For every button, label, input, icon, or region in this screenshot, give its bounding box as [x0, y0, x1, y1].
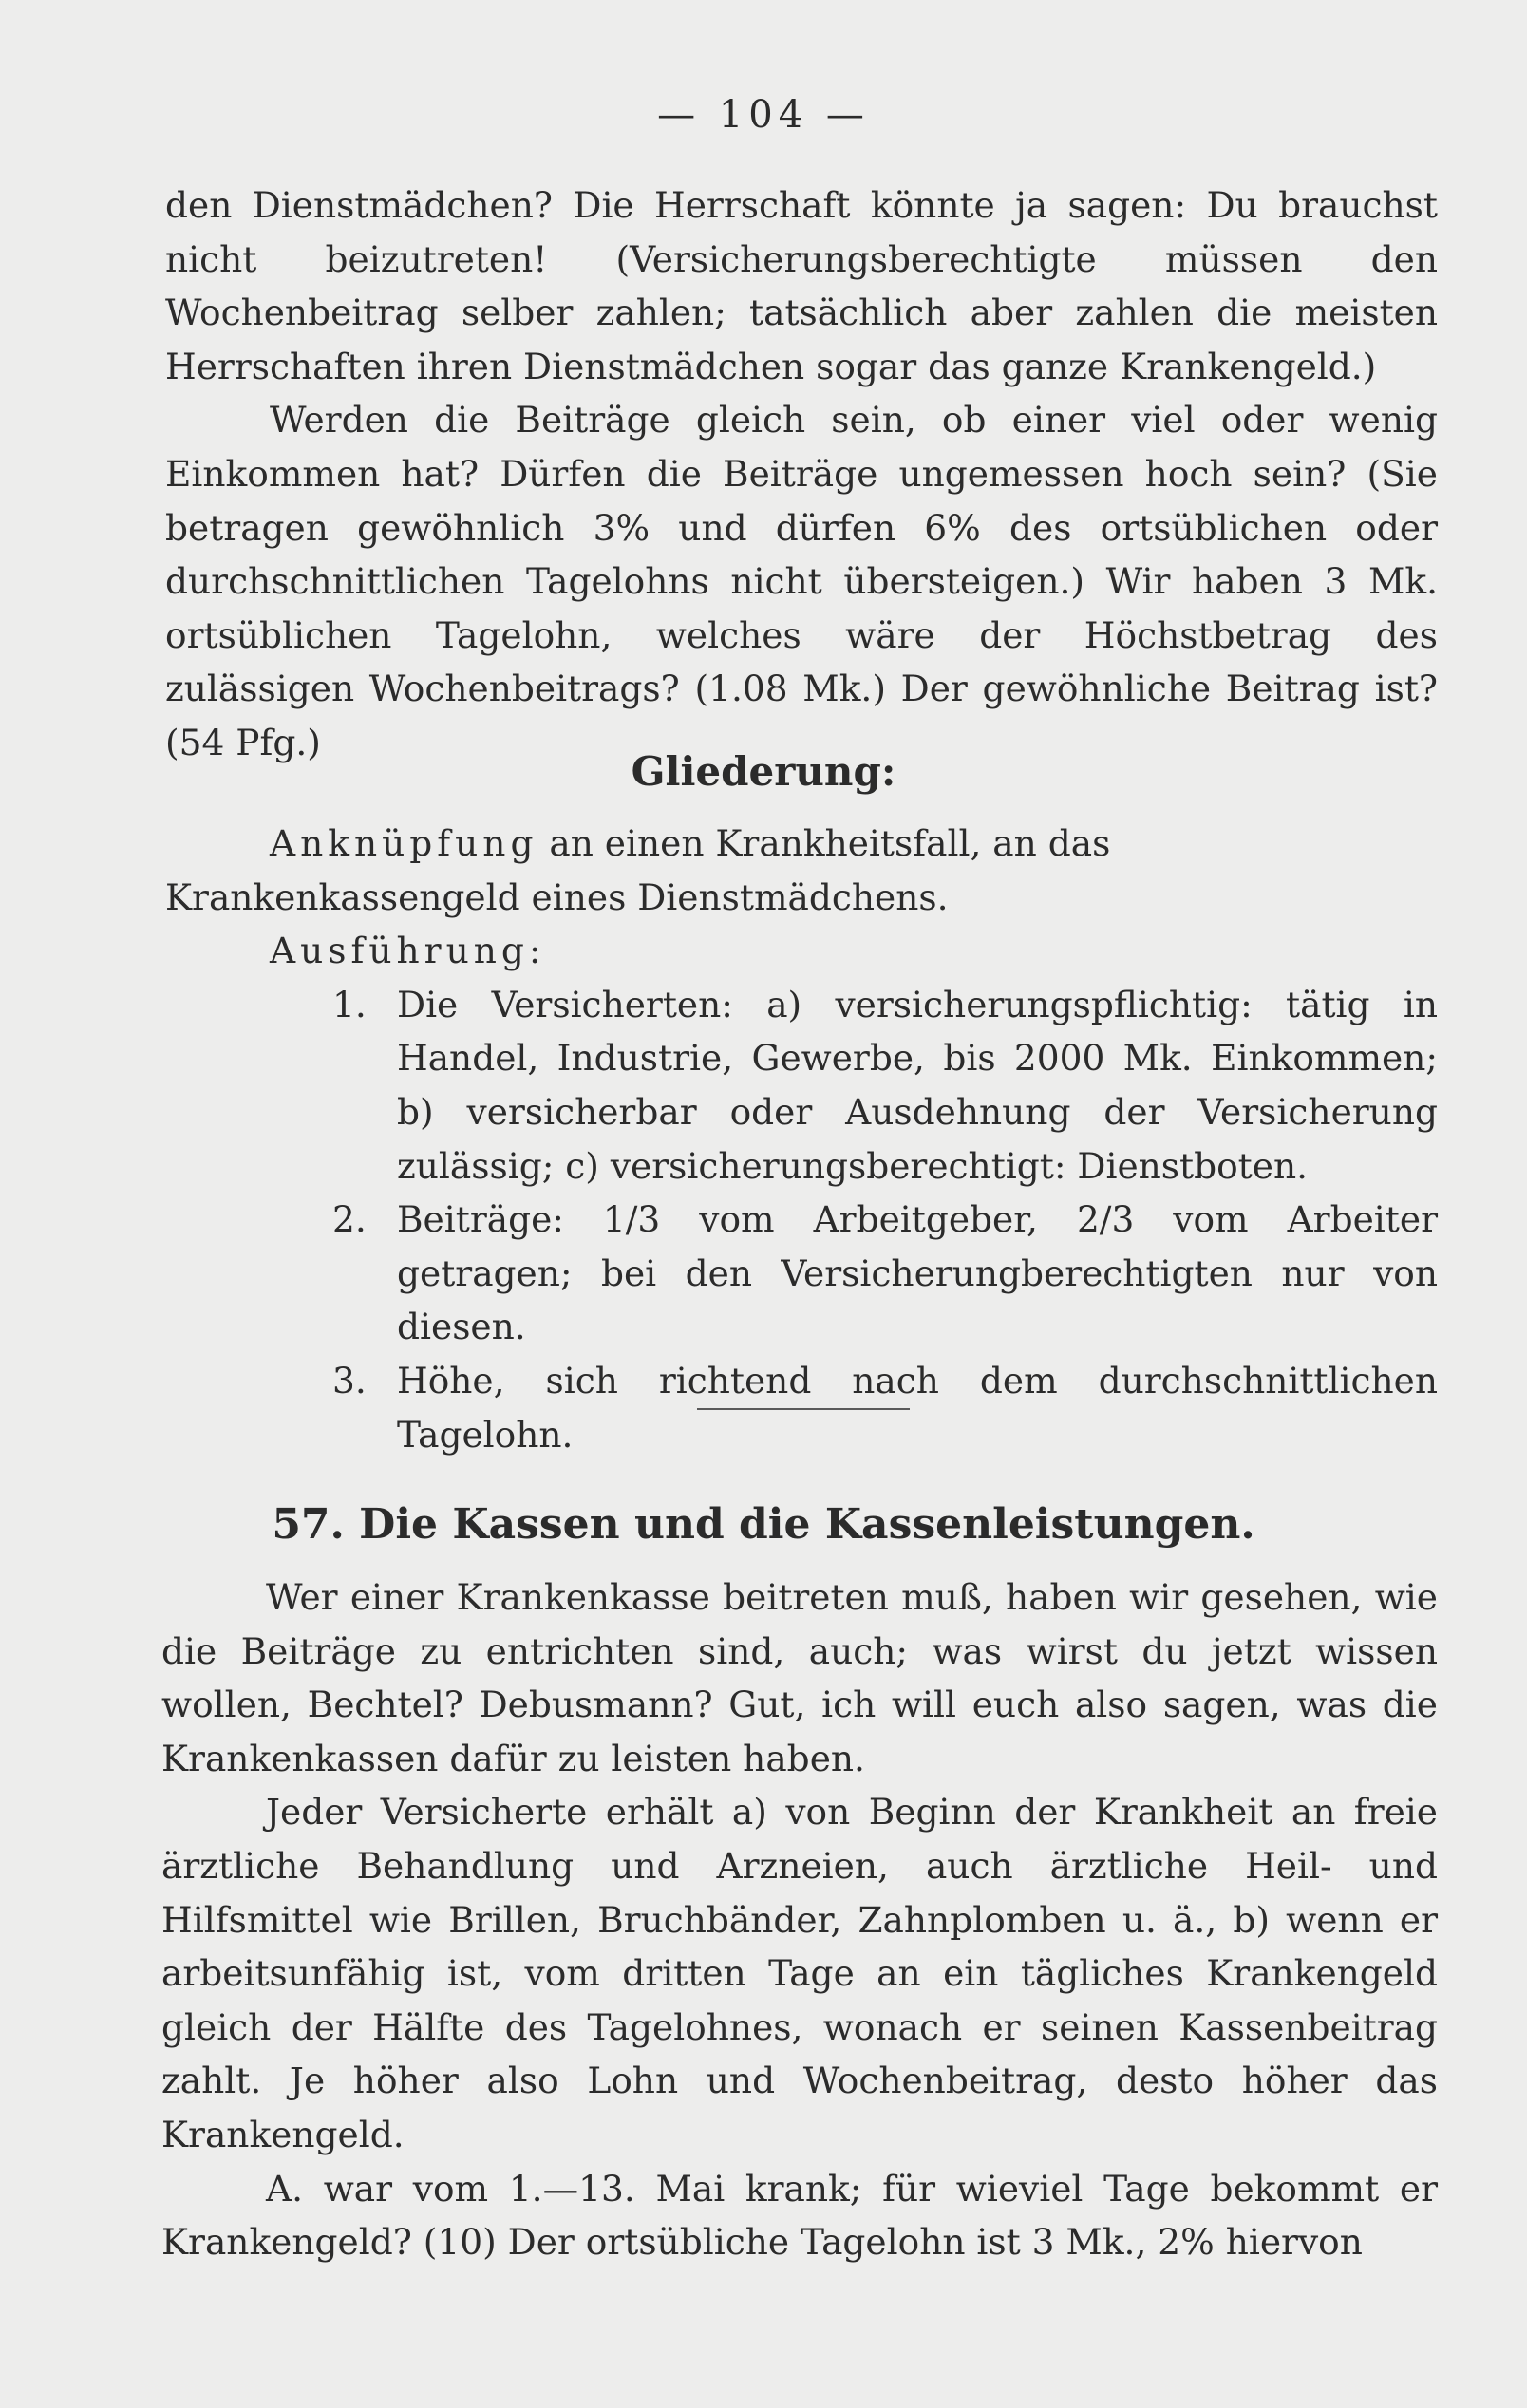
item-text: Höhe, sich richtend nach dem durchschnittlichen Tagelohn. [397, 1359, 1438, 1456]
item-text: Beiträge: 1/3 vom Arbeitgeber, 2/3 vom Arbeiter getragen; bei den Versicherungberechtigten nur von diesen. [397, 1198, 1438, 1348]
outline-block [165, 817, 1438, 1461]
paragraph: A. war vom 1.—13. Mai krank; für wieviel Tage bekommt er Krankengeld? (10) Der ortsübliche Tagelohn ist 3 Mk., 2% hiervon [161, 2167, 1438, 2264]
page-number: — 104 — [657, 93, 870, 137]
outline-intro [165, 817, 1438, 924]
paragraph: Werden die Beiträge gleich sein, ob einer viel oder wenig Einkommen hat? Dürfen die Beiträge ungemessen hoch sein? (Sie betragen gewöhnlich 3% und dürfen 6% des ortsüblichen oder durchschnittlichen Tagelohns nicht übersteigen.) Wir haben 3 Mk. ortsüblichen Tagelohn, welches wäre der Höchstbetrag des zulässigen Wochenbeitrags? (1.08 Mk.) Der gewöhnliche Beitrag ist? (54 Pfg.) [165, 399, 1438, 763]
item-number: 3. [332, 1359, 367, 1402]
execution-label: Ausführung: [270, 930, 546, 972]
intro-label: Anknüpfung [270, 822, 538, 864]
item-text: Die Versicherten: a) versicherungspflichtig: tätig in Handel, Industrie, Gewerbe, bis 2000 Mk. Einkommen; b) versicherbar oder Ausdehnung der Versicherung zulässig; c) versicherungsberechtigt: Dienstboten. [397, 983, 1438, 1187]
paragraph: Jeder Versicherte erhält a) von Beginn der Krankheit an freie ärztliche Behandlung und Arzneien, auch ärztliche Heil- und Hilfsmittel wie Brillen, Bruchbänder, Zahnplomben u. ä., b) wenn er arbeitsunfähig ist, vom dritten Tage an ein tägliches Krankengeld gleich der Hälfte des Tagelohnes, wonach er seinen Kassenbeitrag zahlt. Je höher also Lohn und Wochenbeitrag, desto höher das Krankengeld. [161, 1791, 1438, 2155]
intro-text: an einen Krankheitsfall, an das Krankenkassengeld eines Dienstmädchens. [165, 822, 1111, 918]
item-number: 2. [332, 1198, 367, 1241]
top-text-block [165, 179, 1438, 770]
paragraph: Wer einer Krankenkasse beitreten muß, haben wir gesehen, wie die Beiträge zu entrichten sind, auch; was wirst du jetzt wissen wollen, Bechtel? Debusmann? Gut, ich will euch also sagen, was die Krankenkassen dafür zu leisten haben. [161, 1576, 1438, 1779]
item-number: 1. [332, 983, 367, 1025]
list-item [165, 1193, 1438, 1354]
paragraph: den Dienstmädchen? Die Herrschaft könnte ja sagen: Du brauchst nicht beizutreten! (Versicherungsberechtigte müssen den Wochenbeitrag selber zahlen; tatsächlich aber zahlen die meisten Herrschaften ihren Dienstmädchen sogar das ganze Krankengeld.) [165, 184, 1438, 387]
outline-list [165, 978, 1438, 1461]
bottom-text-block [161, 1571, 1438, 2269]
outline-heading: Gliederung: [631, 748, 896, 795]
section-divider [697, 1408, 910, 1410]
list-item [165, 978, 1438, 1193]
section-title: 57. Die Kassen und die Kassenleistungen. [272, 1500, 1255, 1549]
